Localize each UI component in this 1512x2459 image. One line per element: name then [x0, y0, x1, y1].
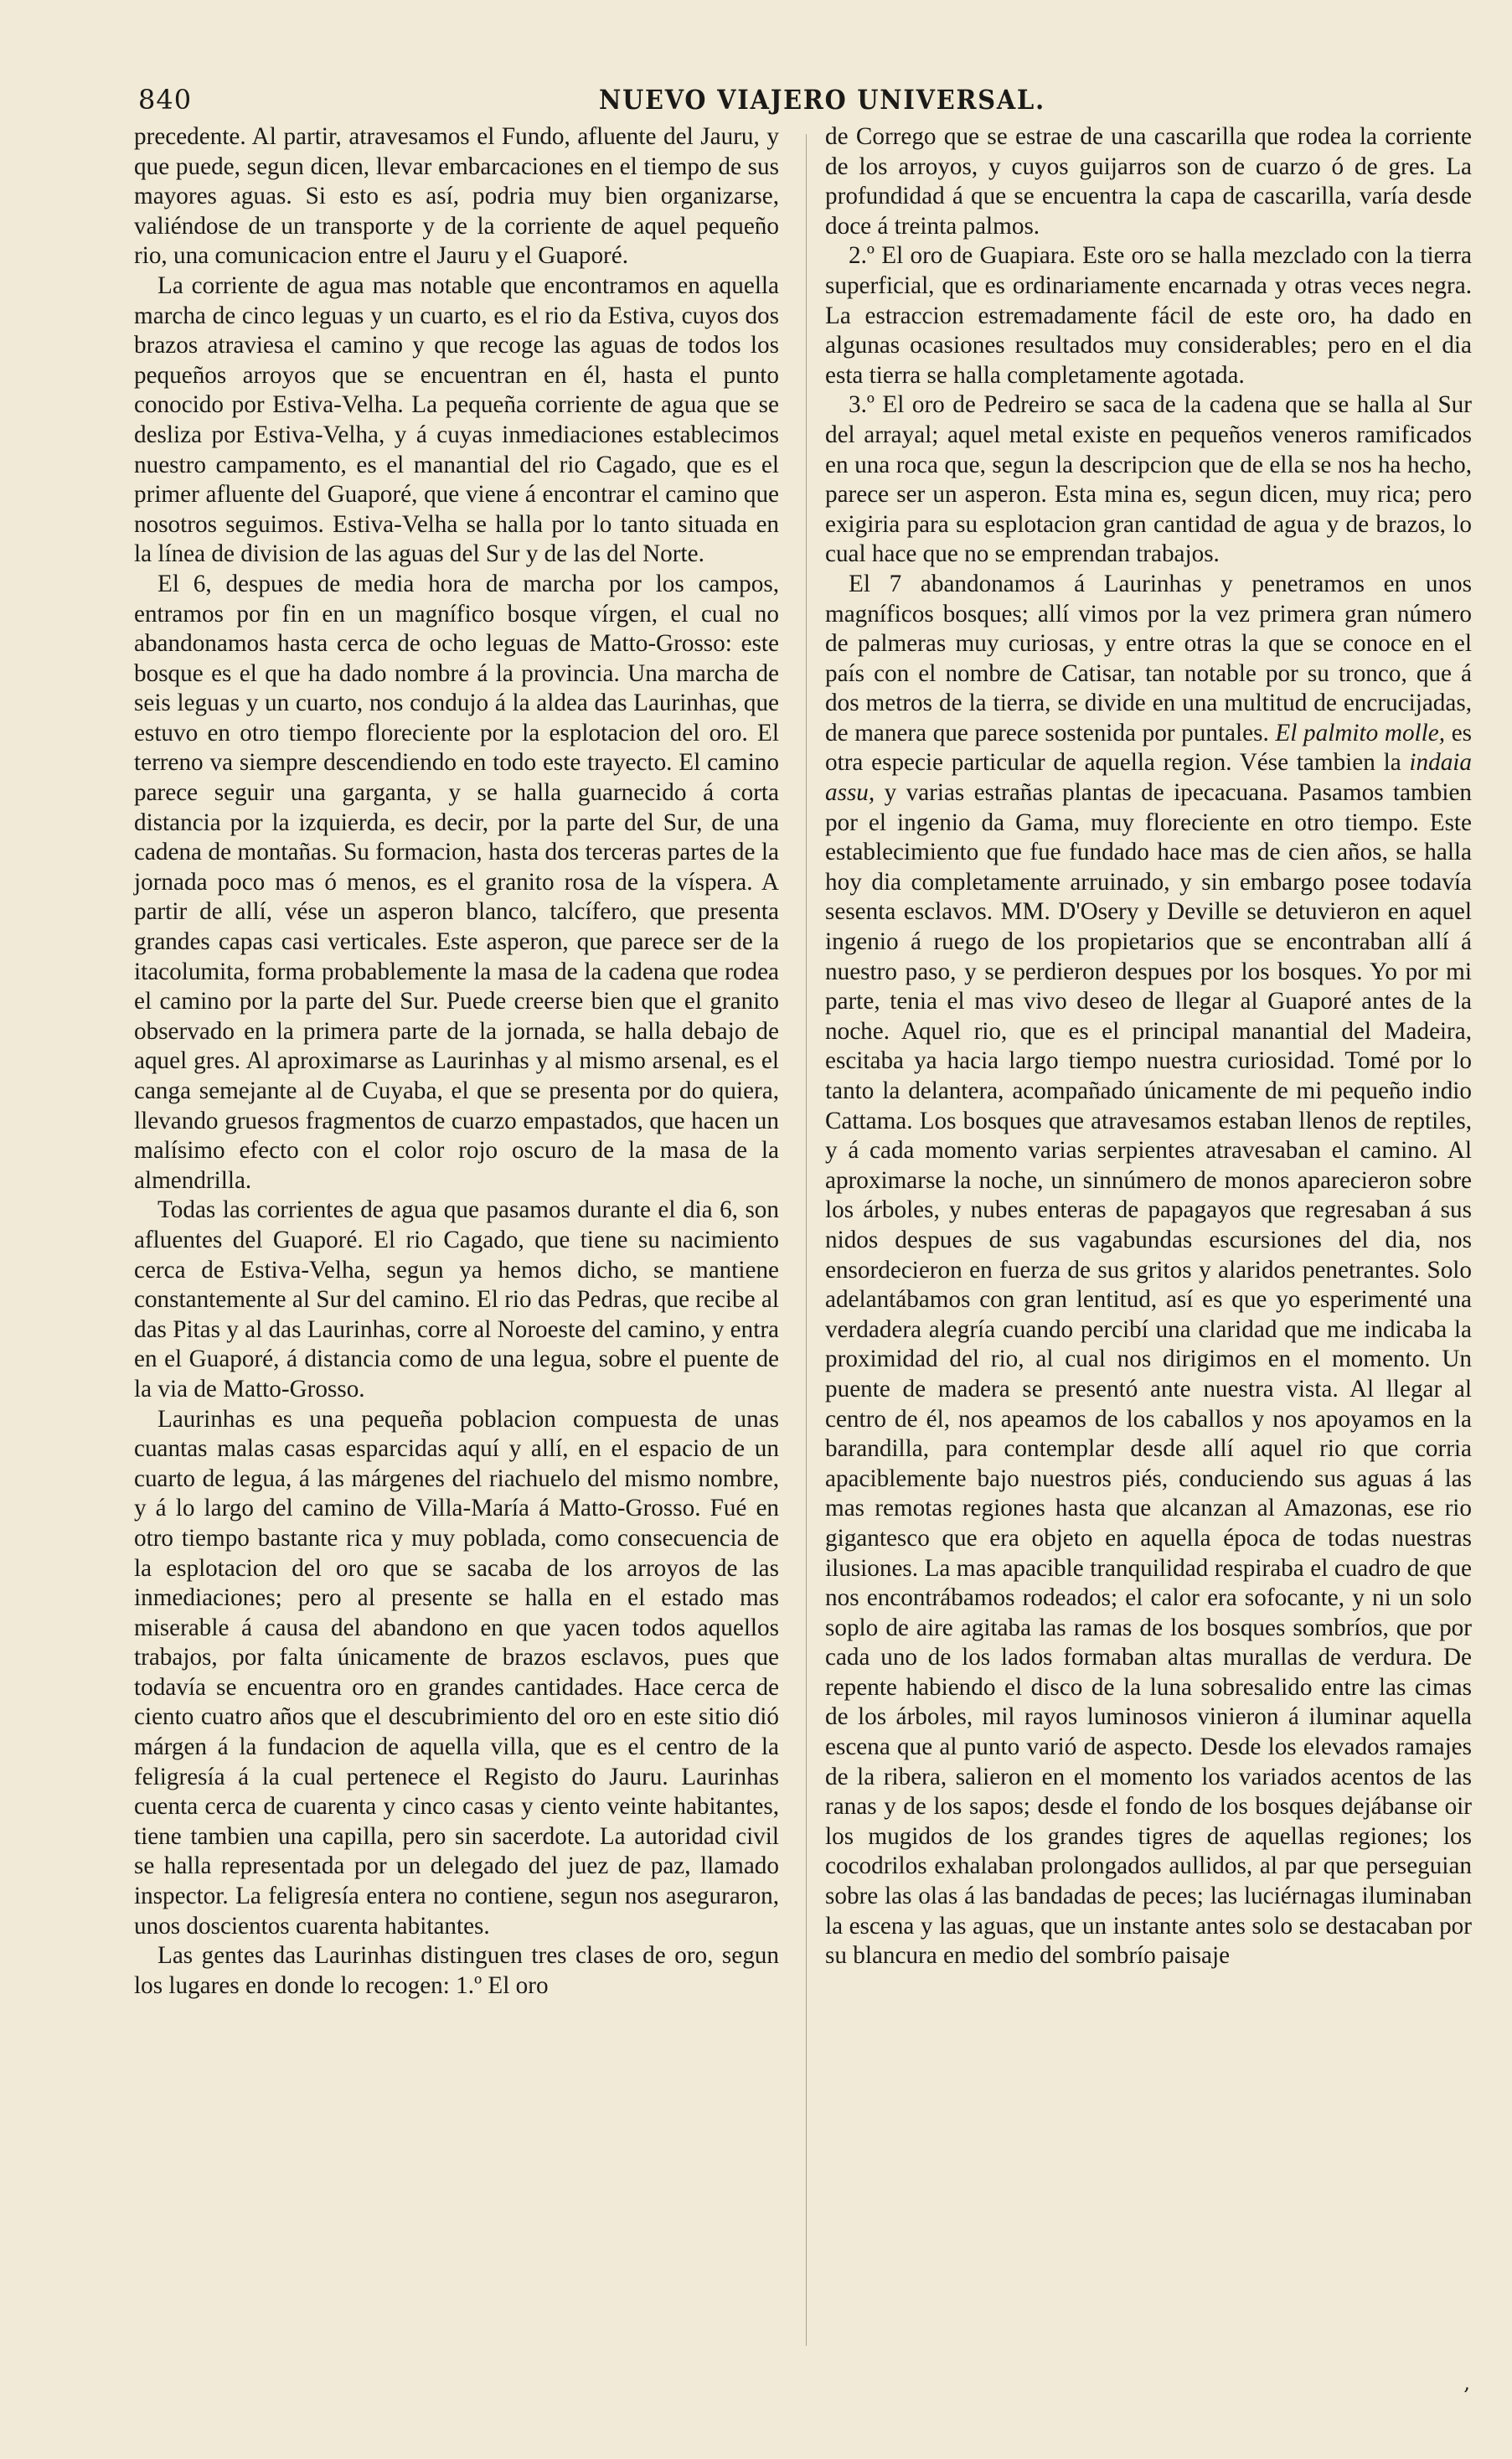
page-header — [138, 84, 1470, 121]
italic-term: El palmito molle, — [1275, 719, 1446, 746]
paragraph: La corriente de agua mas notable que encontramos en aquella marcha de cinco leguas y un cuarto, es el rio da Estiva, cuyos dos brazos atraviesa el camino y que recoge las aguas de todos los pequeños arroyos que se encuentran en él, hasta el punto conocido por Estiva-Velha. La pequeña corriente de agua que se desliza por Estiva-Velha, y á cuyas inmediaciones establecimos nuestro campamento, es el manantial del rio Cagado, que es el primer afluente del Guaporé, que viene á encontrar el camino que nosotros seguimos. Estiva-Velha se halla por lo tanto situada en la línea de division de las aguas del Sur y de las del Norte. — [134, 271, 779, 568]
text-run: El 7 abandonamos á Laurinhas y penetramos en unos magníficos bosques; allí vimos por la vez primera gran número de palmeras muy curiosas, y entre otras la que se conoce en el país con el nombre de Catisar, tan notable por su tronco, que á dos metros de la tierra, se divide en una multitud de encrucijadas, de manera que parece sostenida por puntales. — [825, 570, 1472, 746]
paragraph: El 6, despues de media hora de marcha por los campos, entramos por fin en un magnífico bosque vírgen, el cual no abandonamos hasta cerca de ocho leguas de Matto-Grosso: este bosque es el que ha dado nombre á la provincia. Una marcha de seis leguas y un cuarto, nos condujo á la aldea das Laurinhas, que estuvo en otro tiempo floreciente por la esplotacion del oro. El terreno va siempre descendiendo en todo este trayecto. El camino parece seguir una garganta, y se halla guarnecido á corta distancia por la izquierda, es decir, por la parte del Sur, de una cadena de montañas. Su formacion, hasta dos terceras partes de la jornada poco mas ó menos, es el granito rosa de la víspera. A partir de allí, vése un asperon blanco, talcífero, que presenta grandes capas casi verticales. Este asperon, que parece ser de la itacolumita, forma probablemente la masa de la cadena que rodea el camino por la parte del Sur. Puede creerse bien que el granito observado en la primera parte de la jornada, se halla debajo de aquel gres. Al aproximarse as Laurinhas y al mismo arsenal, es el canga semejante al de Cuyaba, el que se presenta por do quiera, llevando gruesos fragmentos de cuarzo empastados, que hacen un malísimo efecto con el color rojo oscuro de la masa de la almendrilla. — [134, 570, 779, 1194]
running-title: NUEVO VIAJERO UNIVERSAL. — [599, 84, 1045, 116]
text-run: es otra especie particular de aquella region. Vése tambien la — [825, 719, 1473, 777]
paragraph: 2.º El oro de Guapiara. Este oro se halla mezclado con la tierra superficial, que es ordinariamente encarnada y otras veces negra. La estraccion estremadamente fácil de este oro, ha dado en algunas ocasiones resultados muy considerables; pero en el dia esta tierra se halla completamente agotada. — [825, 242, 1472, 389]
paragraph: de Corrego que se estrae de una cascarilla que rodea la corriente de los arroyos, y cuyos guijarros son de cuarzo ó de gres. La profundidad á que se encuentra la capa de cascarilla, varía desde doce á treinta palmos. — [825, 123, 1472, 240]
paragraph: precedente. Al partir, atravesamos el Fundo, afluente del Jauru, y que puede, segun dicen, llevar embarcaciones en el tiempo de sus mayores aguas. Si esto es así, podria muy bien organizarse, valiéndose de un transporte y de la corriente de aquel pequeño rio, una comunicacion entre el Jauru y el Guaporé. — [134, 123, 779, 270]
paragraph: 3.º El oro de Pedreiro se saca de la cadena que se halla al Sur del arrayal; aquel metal existe en pequeños veneros ramificados en una roca que, segun la descripcion que de ella se nos ha hecho, parece ser un asperon. Esta mina es, segun dicen, muy rica; pero exigiria para su esplotacion gran cantidad de agua y de brazos, lo cual hace que no se emprendan trabajos. — [825, 391, 1472, 568]
page-number: 840 — [138, 84, 193, 116]
column-divider — [806, 134, 807, 2346]
text-run: y varias estrañas plantas de ipecacuana. Pasamos tambien por el ingenio da Gama, muy floreciente en otro tiempo. Este establecimiento que fue fundado hace mas de cien años, se halla hoy dia completamente arruinado, y sin embargo posee todavía sesenta esclavos. MM. D'Osery y Deville se detuvieron en aquel ingenio á ruego de los propietarios que se encontraban allí á nuestro paso, y se perdieron despues por los bosques. Yo por mi parte, tenia el mas vivo deseo de llegar al Guaporé antes de la noche. Aquel rio, que es el principal manantial del Madeira, escitaba ya hacia largo tiempo nuestra curiosidad. Tomé por lo tanto la delantera, acompañado únicamente de mi pequeño indio Cattama. Los bosques que atravesamos estaban llenos de reptiles, y á cada momento varias serpientes atravesaban el camino. Al aproximarse la noche, un sinnúmero de monos aparecieron sobre los árboles, y nubes enteras de papagayos que regresaban á sus nidos despues de sus vagabundas escursiones del dia, nos ensordecieron en fuerza de sus gritos y alaridos penetrantes. Solo adelantábamos con gran lentitud, así es que yo esperimenté una verdadera alegría cuando percibí una claridad que me indicaba la proximidad del rio, al cual nos dirigimos en el momento. Un puente de madera se presentó ante nuestra vista. Al llegar al centro de él, nos apeamos de los caballos y nos apoyamos en la barandilla, para contemplar desde allí aquel rio que corria apaciblemente bajo nuestros piés, conduciendo sus aguas á las mas remotas regiones hasta que alcanzan al Amazonas, ese rio gigantesco que era objeto en aquella época de todas nuestras ilusiones. La mas apacible tranquilidad respiraba el cuadro de que nos encontrábamos rodeados; el calor era sofocante, y ni un solo soplo de aire agitaba las ramas de los bosques sombríos, que por cada uno de los lados formaban altas murallas de verdura. De repente habiendo el disco de la luna sobresalido entre las cimas de los árboles, mil rayos luminosos vinieron á iluminar aquella escena que al punto varió de aspecto. Desde los elevados ramajes de la ribera, salieron en el momento los variados acentos de las ranas y de los sapos; desde el fondo de los bosques dejábanse oir los mugidos de los grandes tigres de aquellas regiones; los cocodrilos exhalaban prolongados aullidos, al par que perseguian sobre las olas á las bandadas de peces; las luciérnagas iluminaban la escena y las aguas, que un instante antes solo se destacaban por su blancura en medio del sombrío paisaje — [825, 779, 1473, 1970]
right-column — [825, 122, 1472, 1971]
catchword-mark: , — [1463, 2371, 1470, 2394]
paragraph: Las gentes das Laurinhas distinguen tres clases de oro, segun los lugares en donde lo recogen: 1.º El oro — [134, 1942, 779, 1999]
paragraph — [825, 570, 1472, 1971]
paragraph: Todas las corrientes de agua que pasamos durante el dia 6, son afluentes del Guaporé. El rio Cagado, que tiene su nacimiento cerca de Estiva-Velha, segun ya hemos dicho, se mantiene constantemente al Sur del camino. El rio das Pedras, que recibe al das Pitas y al das Laurinhas, corre al Noroeste del camino, y entra en el Guaporé, á distancia como de una legua, sobre el puente de la via de Matto-Grosso. — [134, 1196, 779, 1403]
left-column — [134, 122, 779, 2001]
italic-term: indaia assu, — [825, 749, 1472, 807]
paragraph: Laurinhas es una pequeña poblacion compuesta de unas cuantas malas casas esparcidas aquí y allí, en el espacio de un cuarto de legua, á las márgenes del riachuelo del mismo nombre, y á lo largo del camino de Villa-María á Matto-Grosso. Fué en otro tiempo bastante rica y muy poblada, como consecuencia de la esplotacion del oro que se sacaba de los arroyos de las inmediaciones; pero al presente se halla en el estado mas miserable á causa del abandono en que yacen todos aquellos trabajos, por falta únicamente de brazos esclavos, pues que todavía se encuentra oro en grandes cantidades. Hace cerca de ciento cuatro años que el descubrimiento del oro en este sitio dió márgen á la fundacion de aquella villa, que es el centro de la feligresía á la cual pertenece el Registo do Jauru. Laurinhas cuenta cerca de cuarenta y cinco casas y ciento veinte habitantes, tiene tambien una capilla, pero sin sacerdote. La autoridad civil se halla representada por un delegado del juez de paz, llamado inspector. La feligresía entera no contiene, segun nos aseguraron, unos doscientos cuarenta habitantes. — [134, 1405, 779, 1940]
